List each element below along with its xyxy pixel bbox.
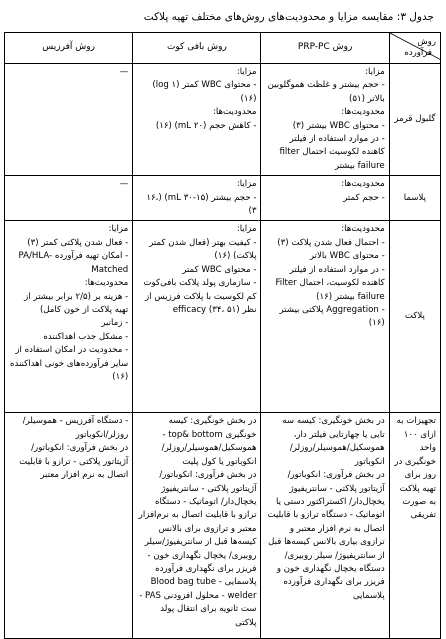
cell-text: - هزینه بر (۲/۵ برابر بیشتر از تهیه پلاکت از خون کامل) bbox=[24, 291, 129, 315]
cell-buffy-coat bbox=[133, 221, 261, 413]
cell-text: - محدودیت در امکان استفاده از سایر فرآورده‌های خونی اهداکننده (۱۶) bbox=[9, 345, 129, 382]
cell-apheresis bbox=[5, 176, 133, 221]
row-product-plasma: پلاسما bbox=[389, 176, 440, 221]
cell-text: - محتوای WBC بیشتر (۳) bbox=[292, 120, 385, 131]
corner-header-cell bbox=[389, 33, 440, 64]
cell-text: - حجم کمتر bbox=[343, 192, 385, 203]
cell-text: - محتوای WBC کمتر bbox=[182, 264, 257, 275]
cell-apheresis bbox=[5, 221, 133, 413]
table-caption: جدول ۳: مقایسه مزایا و محدودیت‌های روش‌های مختلف تهیه پلاکت bbox=[143, 11, 434, 23]
cell-apheresis bbox=[5, 413, 133, 639]
cell-text: مزایا: bbox=[108, 224, 129, 235]
table-row bbox=[5, 64, 441, 176]
cell-buffy-coat bbox=[133, 413, 261, 639]
header-apheresis: روش آفرزیس bbox=[5, 33, 133, 64]
cell-text: در بخش خونگیری: کیسه سه تایی یا چهارتایی فیلتر دار، هموسکیل/هموسیلر/روزلر/انکوباتور bbox=[282, 416, 385, 467]
cell-prp bbox=[261, 413, 389, 639]
cell-text: مزایا: bbox=[365, 67, 385, 77]
cell-text: - دستگاه آفرزیس - هموسیلر/روزلر/انکوباتور bbox=[22, 416, 129, 440]
cell-text: در بخش فرآوری: انکوباتور/آژیتاتور پلاکتی - سانتریفیوژ یخچال‌دار/ اتوماتیک - دستگاه ترازو با قابلیت اتصال به نرم‌افزار معتبر و ترازوی برای بالانس کیسه‌ها قبل از سانتریفیوژ/سیلر روبیری/ یخچال نگهداری خون - فریزر برای نگهداری فرآورده پلاسمایی - Blood bag tube welder - محلول افزودنی PAS - ست ثانویه برای انتقال پولد پلاکتی bbox=[138, 470, 257, 628]
cell-text: - مشکل جذب اهداکننده bbox=[43, 331, 129, 342]
cell-text: - سازماری پولد پلاکت بافی‌کوت کم لکوسیت با پلاکت فرزیس از نظر efficacy (۳۴، ۵۱) bbox=[143, 278, 257, 315]
table-row bbox=[5, 413, 441, 639]
cell-text: - در موارد استفاده از فیلتر کاهنده لکوسیت احتمال filter failure بیشتر bbox=[279, 134, 385, 171]
cell-text: در بخش خونگیری: کیسه خونگیری top& bottom - هموسکیل/هموسیلر/روزلر/انکوباتور یا کول پلیت bbox=[161, 416, 257, 467]
table-header-row bbox=[5, 33, 441, 64]
cell-text: - احتمال فعال شدن پلاکت (۳) bbox=[277, 237, 385, 248]
header-buffy-coat: روش بافی کوت bbox=[133, 33, 261, 64]
cell-buffy-coat bbox=[133, 64, 261, 176]
cell-text: - Aggregation پلاکتی بیشتر (۱۶) bbox=[279, 304, 385, 329]
cell-text: — bbox=[119, 67, 129, 77]
cell-text: - محتوای WBC بالاتر bbox=[309, 251, 385, 262]
corner-label-product: فرآورده bbox=[404, 47, 432, 58]
cell-text: - امکان تهیه فرآورده PA/HLA-Matched bbox=[18, 251, 129, 275]
cell-text: - در موارد استفاده از فیلتر کاهنده لکوسیت، احتمال Filter failure بیشتر (۱۶) bbox=[275, 264, 385, 302]
cell-text: مزایا: bbox=[236, 67, 257, 77]
cell-text: محدودیت‌ها: bbox=[341, 179, 385, 190]
cell-text: - حجم بیشتر و غلظت هموگلوبین بالاتر (۵۱) bbox=[267, 80, 385, 104]
table-row bbox=[5, 176, 441, 221]
cell-text: - محتوای WBC کمتر (log ۱) (۱۶) bbox=[152, 80, 257, 104]
header-prp: روش PRP-PC bbox=[261, 33, 389, 64]
cell-apheresis bbox=[5, 64, 133, 176]
row-product-equipment: تجهیزات به ازای ۱۰۰ واحد خونگیری در روز برای تهیه پلاکت به صورت تفریقی bbox=[389, 413, 440, 639]
comparison-table bbox=[4, 32, 441, 639]
cell-text: — bbox=[119, 179, 129, 190]
row-product-rbc: گلبول قرمز bbox=[389, 64, 440, 176]
cell-text: محدودیت‌ها: bbox=[341, 107, 385, 118]
cell-text: - کیفیت بهتر (فعال شدن کمتر پلاکت) (۱۶) bbox=[149, 237, 257, 262]
cell-text: محدودیت‌ها: bbox=[341, 224, 385, 235]
cell-text: محدودیت‌ها: bbox=[84, 278, 129, 289]
cell-prp bbox=[261, 176, 389, 221]
row-product-platelet: پلاکت bbox=[389, 221, 440, 413]
cell-buffy-coat bbox=[133, 176, 261, 221]
cell-text: در بخش فرآوری: انکوباتور/آژیتاتور پلاکتی - ترازو با قابلیت اتصال به نرم افزار معتبر bbox=[19, 443, 129, 481]
cell-text: مزایا: bbox=[236, 224, 257, 235]
cell-text: مزایا: bbox=[236, 179, 257, 190]
table-row bbox=[5, 221, 441, 413]
cell-prp bbox=[261, 64, 389, 176]
cell-text: در بخش فرآوری: انکوباتور/آژیتاتور پلاکتی - سانتریفیوژ یخچال‌دار/ اکستراکتور دستی یا اتوماتیک - دستگاه ترازو با قابلیت اتصال به نرم افزار معتبر و ترازوی بیاری بالانس کیسه‌ها قبل از سانتریفیوژ/ سیلر روبیری/ دستگاه یخچال نگهداری خون و فریزر برای نگهداری فرآورده پلاسمایی bbox=[267, 470, 385, 601]
cell-prp bbox=[261, 221, 389, 413]
cell-text: - کاهش حجم (۲۰ mL) (۱۶) bbox=[155, 120, 257, 131]
cell-text: محدودیت‌ها: bbox=[212, 107, 257, 118]
cell-text: - فعال شدن پلاکتی کمتر (۳) bbox=[27, 237, 129, 248]
cell-text: - حجم بیشتر (۱۵-۳۰ mL) (۱۶، ۳) bbox=[146, 192, 257, 217]
cell-text: - زمانبر bbox=[101, 318, 129, 329]
corner-label-method: روش bbox=[417, 37, 436, 47]
